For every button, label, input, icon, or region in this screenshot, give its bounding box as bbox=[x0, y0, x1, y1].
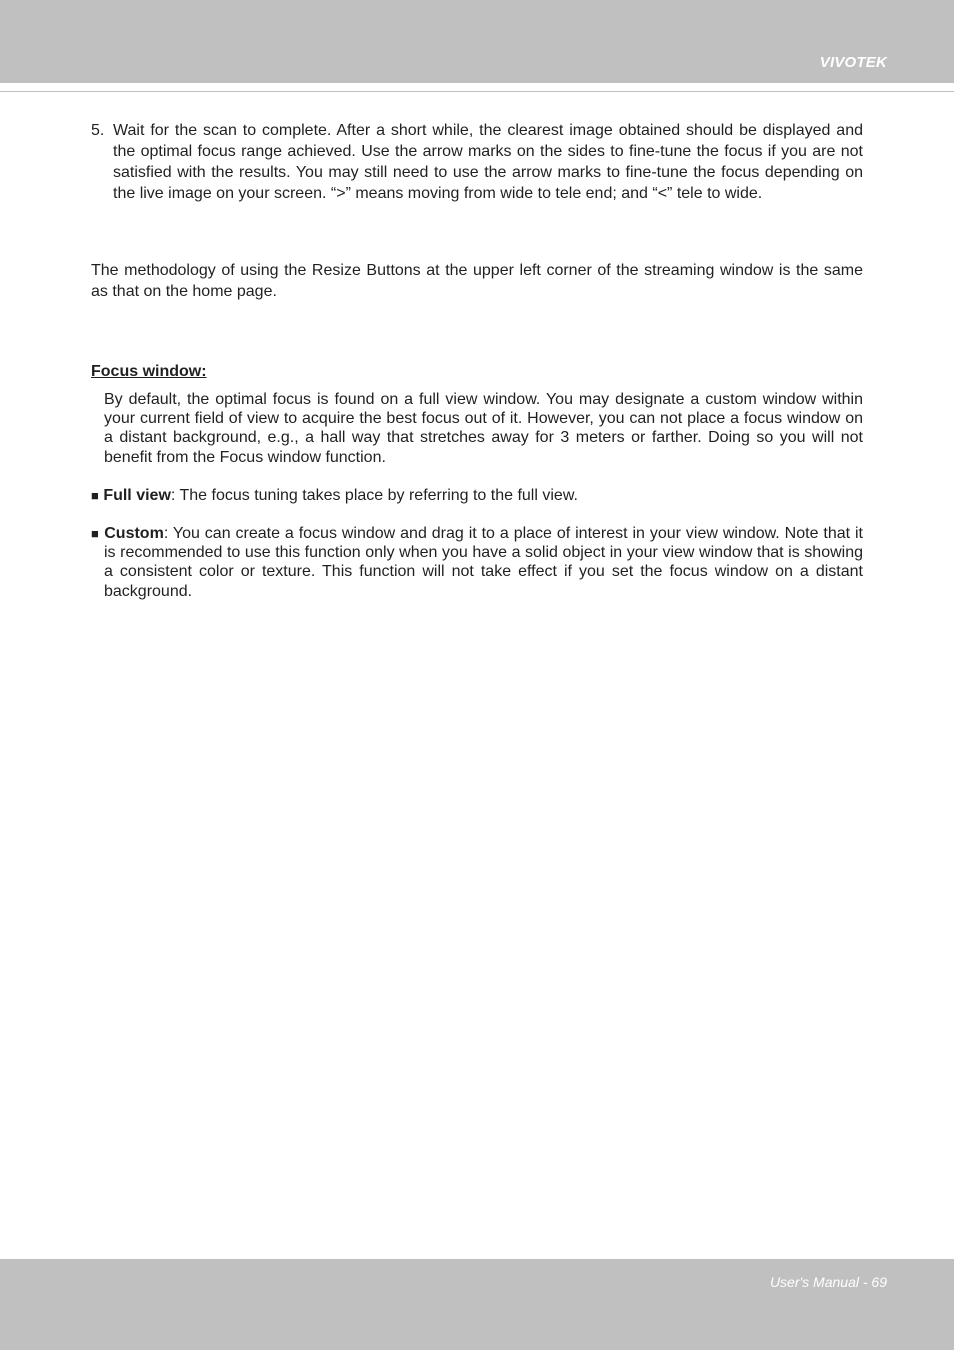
header-band bbox=[0, 0, 954, 83]
header-divider bbox=[0, 91, 954, 92]
step-text: Wait for the scan to complete. After a short while, the clearest image obtained should be displayed and the optimal focus range achieved. Use the arrow marks on the sides to fine-tune the focus if you are not satisfied with the results. You may still need to use the arrow marks to fine-tune the focus depending on the live image on your screen. “>” means moving from wide to tele end; and “<” tele to wide. bbox=[113, 122, 863, 202]
bullet-square-icon: ■ bbox=[91, 526, 100, 541]
step-5 bbox=[91, 120, 863, 204]
bullet-description: : The focus tuning takes place by referring to the full view. bbox=[170, 487, 578, 504]
bullet-square-icon: ■ bbox=[91, 488, 99, 503]
brand-logo-text: VIVOTEK bbox=[819, 54, 887, 71]
page-number-label: User's Manual - 69 bbox=[769, 1274, 887, 1290]
step-number: 5. bbox=[91, 122, 105, 139]
focus-window-heading: Focus window: bbox=[91, 363, 207, 380]
focus-window-intro: By default, the optimal focus is found on a full view window. You may designate a custom window within your current field of view to acquire the best focus out of it. However, you can not place a focus window on a distant background, e.g., a hall way that stretches away for 3 meters or farther. Doing so you will not benefit from the Focus window function. bbox=[104, 391, 863, 466]
bullet-term: Full view bbox=[103, 487, 171, 504]
footer-band bbox=[0, 1259, 954, 1350]
bullet-description: : You can create a focus window and drag it to a place of interest in your view window. Note that it is recommended to use this function only when you have a solid object in your view window that is showing a consistent color or texture. This function will not take effect if you set the focus window on a distant background. bbox=[104, 525, 863, 600]
bullet-custom bbox=[91, 524, 863, 601]
bullet-full-view bbox=[91, 486, 863, 505]
bullet-term: Custom bbox=[104, 525, 164, 542]
resize-paragraph: The methodology of using the Resize Buttons at the upper left corner of the streaming window is the same as that on the home page. bbox=[91, 262, 863, 300]
